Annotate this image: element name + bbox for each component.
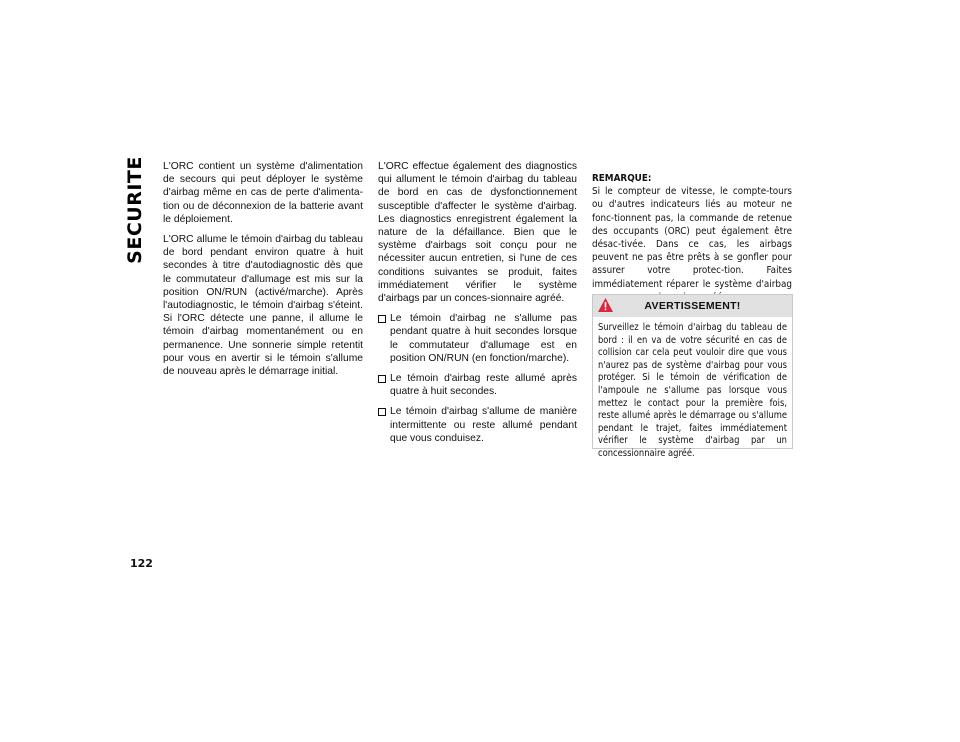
square-bullet-icon: [378, 315, 386, 323]
warning-triangle-icon: [597, 297, 614, 313]
square-bullet-icon: [378, 375, 386, 383]
section-tab-label: SECURITE: [124, 156, 146, 264]
bullet-list: [378, 312, 577, 445]
paragraph: L'ORC allume le témoin d'airbag du tableau de bord pendant environ quatre à huit secondes à titre d'autodiagnostic dès que le commutateur d'allumage est mis sur la position ON/RUN (activé/marche). Après l'autodiagnostic, le témoin d'airbag s'éteint. Si l'ORC détecte une panne, il allume le témoin d'airbag momentanément ou en permanence. Une sonnerie simple retentit pour vous en avertir si le témoin s'allume de nouveau après le démarrage initial.: [163, 234, 363, 378]
list-item: [378, 312, 577, 365]
column-1: [163, 160, 363, 385]
list-item: [378, 405, 577, 445]
paragraph: L'ORC contient un système d'alimentation de secours qui peut déployer le système d'airbag même en cas de perte d'alimenta-tion ou de déconnexion de la batterie avant le déploiement.: [163, 161, 363, 225]
warning-text: Surveillez le témoin d'airbag du tableau de bord : il en va de votre sécurité en cas de collision car cela peut vouloir dire que vous n'aurez pas de système d'airbag pour vous protéger. Si le témoin de vérification de l'ampoule ne s'allume pas lorsque vous mettez le contact pour la première fois, reste allumé après le démarrage ou s'allume pendant le trajet, faites immédiatement vérifier le système d'airbag par un concessionnaire agréé.: [598, 322, 787, 459]
section-tab: [120, 156, 150, 264]
page-number: 122: [130, 557, 153, 570]
list-item-text: Le témoin d'airbag ne s'allume pas pendant quatre à huit secondes lorsque le commutateur d'allumage est en position ON/RUN (en fonction/marche).: [390, 313, 577, 364]
list-item-text: Le témoin d'airbag reste allumé après quatre à huit secondes.: [390, 373, 577, 398]
warning-header: [593, 295, 792, 317]
warning-title: AVERTISSEMENT!: [644, 300, 741, 312]
list-item-text: Le témoin d'airbag s'allume de manière intermittente ou reste allumé pendant que vous conduisez.: [390, 406, 577, 444]
column-2: [378, 160, 577, 452]
square-bullet-icon: [378, 408, 386, 416]
column-3: [592, 160, 792, 311]
warning-box: [592, 294, 793, 459]
paragraph: L'ORC effectue également des diagnostics qui allument le témoin d'airbag du tableau de bord en cas de dysfonctionnement susceptible d'affecter le système d'airbag. Les diagnostics enregistrent également la nature de la défaillance. Bien que le système d'airbags soit conçu pour ne nécessiter aucun entretien, si l'une de ces conditions suivantes se produit, faites immédiatement vérifier le système d'airbags par un conces-sionnaire agréé.: [378, 161, 577, 305]
list-item: [378, 372, 577, 398]
remark-text: Si le compteur de vitesse, le compte-tours ou d'autres indicateurs liés au moteur ne fonc-tionnent pas, la commande de retenue des occupants (ORC) peut également être désac-tivée. Dans ce cas, les airbags peuvent ne pas être prêts à se gonfler pour assurer votre protec-tion. Faites immédiatement réparer le système d'airbag: [592, 186, 792, 290]
remark-title: REMARQUE:: [592, 173, 652, 184]
